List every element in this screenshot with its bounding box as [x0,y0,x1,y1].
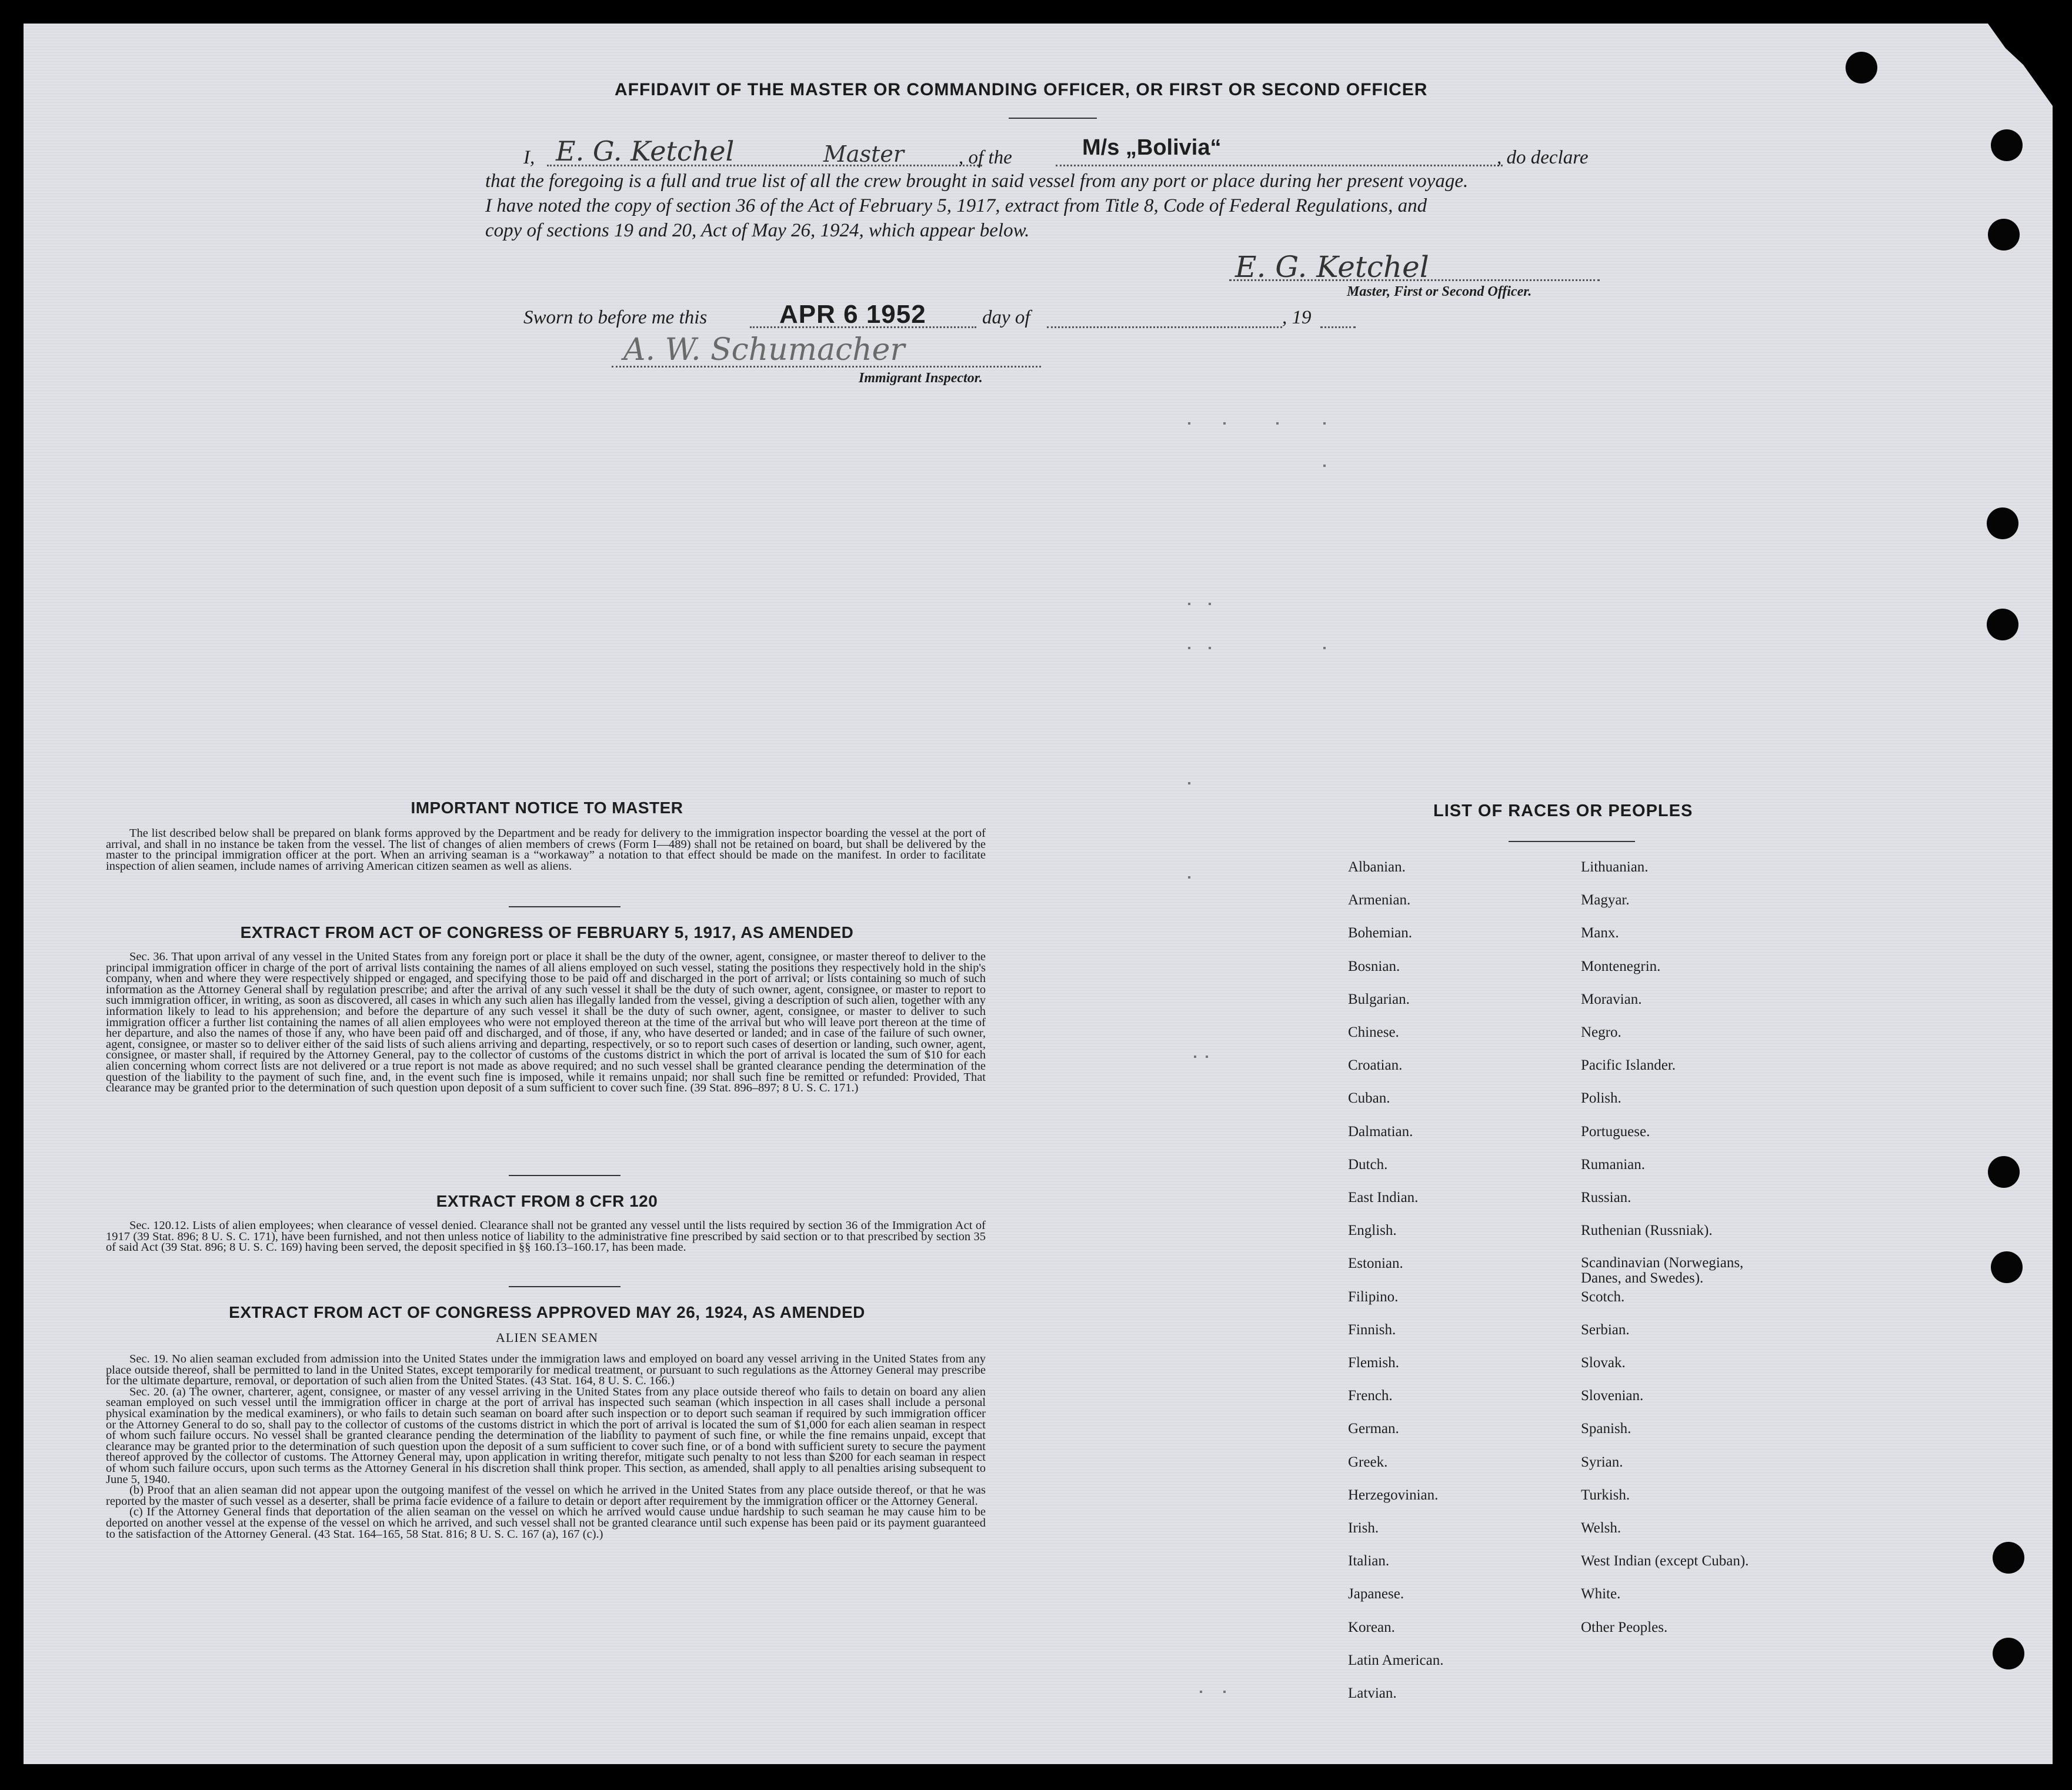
do-declare-text: , do declare [1497,147,1589,168]
race-item: Filipino. [1348,1288,1399,1305]
race-item: Bosnian. [1348,958,1400,974]
inspector-signature: A. W. Schumacher [623,332,905,368]
dot-mark [1223,422,1226,425]
race-item: Estonian. [1348,1255,1403,1272]
dot-mark [1188,603,1190,605]
race-item: Welsh. [1581,1520,1621,1536]
extract-cfr-body [106,1220,986,1253]
punch-hole [1988,1156,2020,1188]
race-item: Pacific Islander. [1581,1057,1676,1074]
race-item: Scandinavian (Norwegians, Danes, and Swedes). [1581,1255,1744,1287]
punch-hole [1988,219,2020,251]
dot-mark [1200,1691,1202,1693]
dot-mark [1323,422,1326,425]
race-item: East Indian. [1348,1190,1419,1205]
dot-mark [1188,876,1190,879]
year-line [1320,326,1356,328]
notice-title: IMPORTANT NOTICE TO MASTER [411,799,683,817]
dot-mark [1276,422,1279,425]
race-item: Japanese. [1348,1586,1404,1602]
race-item: Bohemian. [1348,925,1413,941]
notice-body [106,828,986,871]
race-item: Dutch. [1348,1156,1388,1173]
race-item: Dalmatian. [1348,1123,1413,1140]
race-item: White. [1581,1586,1621,1602]
race-item: Latvian. [1348,1685,1397,1701]
affidavit-i: I, [523,147,535,168]
race-item: Italian. [1348,1553,1390,1569]
race-item: Ruthenian (Russniak). [1581,1223,1713,1239]
race-item: Cuban. [1348,1090,1390,1107]
dot-mark [1209,647,1211,649]
race-item: West Indian (except Cuban). [1581,1553,1749,1569]
dot-mark [1188,782,1190,784]
section-rule [509,1286,620,1287]
race-item: Russian. [1581,1190,1631,1205]
race-item: Rumanian. [1581,1156,1646,1173]
section-20a-paragraph: Sec. 20. (a) The owner, charterer, agent, consignee, or master of any vessel arriving in the United States from any place outside thereof who fails to detain on board any alien seaman employed on such vessel until the immigration officer in charge at the port of arrival has inspected such seaman (which inspection in all cases shall include a personal physical examination by the medical examiners), or who fails to detain such seaman on board after such inspection or to deport such seaman if required by such immigration officer or the Attorney General to do so, shall pay to the collector of customs of the customs district in which the port of arrival is located the sum of $1,000 for each alien seaman in respect of whom such failure occurs. No vessel shall be granted clearance pending the determination of the liability to payment of such fine, or while the fine remains unpaid, except that clearance may be granted prior to the determination of such question upon the deposit of a sum sufficient to cover such fine, or of a bond with sufficient surety to secure the payment thereof approved by the collector of customs. The Attorney General may, upon application in writing therefor, mitigate such penalty to not less than $200 for each seaman in respect of whom such failure occurs, upon such terms as the Attorney General in his discretion shall think proper. This section, as amended, shall apply to all penalties arising subsequent to June 5, 1940. [106,1385,986,1486]
race-item: Slovenian. [1581,1388,1644,1404]
day-of-text: day of [982,307,1030,328]
dot-mark [1223,1691,1226,1693]
dot-mark [1323,647,1326,649]
race-item: Greek. [1348,1454,1388,1470]
race-item: English. [1348,1223,1397,1239]
notice-paragraph: The list described below shall be prepared on blank forms approved by the Department and be ready for delivery to the immigration inspector boarding the vessel at the port of arrival, and shall in no instance be taken from the vessel. The list of changes of alien members of crews (Form I—489) shall not be retained on board, but shall be delivered by the master to the principal immigration officer at the port. When an arriving seaman is a “workaway” a notation to that effect should be made on the manifest. In order to facilitate inspection of alien seamen, include names of arriving American citizen seamen as well as aliens. [106,827,986,873]
race-item: Finnish. [1348,1321,1396,1338]
section-rule [509,1175,620,1176]
race-item: Magyar. [1581,892,1630,909]
race-item: Other Peoples. [1581,1619,1668,1635]
section-rule [509,906,620,907]
dot-mark [1206,1056,1208,1058]
race-item: Negro. [1581,1024,1621,1040]
race-item: Armenian. [1348,892,1411,909]
race-item: Herzegovinian. [1348,1487,1439,1503]
master-name: E. G. Ketchel [556,135,735,167]
year-prefix: , 19 [1282,307,1312,328]
master-signature: E. G. Ketchel [1235,250,1429,284]
dot-mark [1209,603,1211,605]
signature-line [1229,279,1600,281]
master-caption: Master, First or Second Officer. [1347,284,1532,299]
inspector-caption: Immigrant Inspector. [859,370,983,386]
punch-hole [1987,609,2018,640]
races-title: LIST OF RACES OR PEOPLES [1433,802,1693,820]
punch-hole [1846,52,1877,84]
punch-hole [1991,129,2023,161]
race-item: Portuguese. [1581,1123,1650,1140]
race-item: Scotch. [1581,1288,1625,1305]
punch-hole [1993,1638,2024,1669]
race-item: Serbian. [1581,1321,1630,1338]
inspector-line [612,366,1041,368]
dot-mark [1188,422,1190,425]
race-item: Turkish. [1581,1487,1630,1503]
race-item: Bulgarian. [1348,991,1410,1007]
race-item: Latin American. [1348,1652,1444,1668]
date-stamp: APR 6 1952 [779,300,926,329]
section-36-paragraph: Sec. 36. That upon arrival of any vessel in the United States from any foreign port or place it shall be the duty of the owner, agent, consignee, or master thereof to deliver to the principal immigration officer in charge of the port of arrival lists containing the names of all aliens employed on such vessel, stating the positions they respectively hold in the ship's company, when and where they were respectively shipped or engaged, and specifying those to be paid off and discharged in the port of arrival; or lists containing so much of such information as the Attorney General shall by regulation prescribe; and after the arrival of any such vessel it shall be the duty of such owner, agent, consignee, or master to report to such immigration officer, in writing, as soon as discovered, all cases in which any such alien has illegally landed from the vessel, giving a description of such alien, together with any information likely to lead to his apprehension; and before the departure of any such vessel it shall be the duty of such owner, agent, consignee, or master to deliver to such immigration officer a further list containing the names of all alien employees who were not employed thereon at the time of the arrival but who will leave port thereon at the time of her departure, and also the names of those if any, who have been paid off and discharged, and of those, if any, who have deserted or landed; and in case of the failure of such owner, agent, consignee, or master so to deliver either of the said lists of such aliens arriving and departing, respectively, or so to report such cases of desertion or landing, such owner, agent, consignee, or master shall, if required by the Attorney General, pay to the collector of customs of the customs district in which the port of arrival is located the sum of $10 for each alien concerning whom correct lists are not delivered or a true report is not made as above required; and no such vessel shall be granted clearance pending the determination of the question of the liability to the payment of such fine, and, in the event such fine is imposed, while it remains unpaid; nor shall such fine be remitted or refunded: Provided, That clearance may be granted prior to the determination of such question upon deposit of a sum sufficient to cover such fine. (39 Stat. 896–897; 8 U. S. C. 171.) [106,950,986,1095]
alien-seamen-subtitle: ALIEN SEAMEN [496,1330,598,1345]
title-rule [1009,118,1097,119]
race-item: Chinese. [1348,1024,1399,1040]
of-the-text: , of the [959,147,1012,168]
dot-mark [1323,465,1326,467]
race-item: Albanian. [1348,859,1406,875]
race-item: Slovak. [1581,1355,1626,1371]
race-item: Flemish. [1348,1355,1399,1371]
affidavit-line-1: that the foregoing is a full and true list of all the crew brought in said vessel from any port or place during her present voyage. [485,171,1469,192]
dot-mark [1188,647,1190,649]
extract-1924-title: EXTRACT FROM ACT OF CONGRESS APPROVED MAY 26, 1924, AS AMENDED [229,1303,865,1321]
vessel-line [1056,165,1503,166]
section-20c-paragraph: (c) If the Attorney General finds that deportation of the alien seaman on the vessel on which he arrived would cause undue hardship to such seaman he may cause him to be deported on another vessel at the expense of the vessel on which he arrived, and such vessel shall not be granted clearance until such expense has been paid or its payment guaranteed to the satisfaction of the Attorney General. (43 Stat. 164–165, 58 Stat. 816; 8 U. S. C. 167 (a), 167 (c).) [106,1505,986,1541]
extract-1917-title: EXTRACT FROM ACT OF CONGRESS OF FEBRUARY 5, 1917, AS AMENDED [240,923,854,941]
section-20b-paragraph: (b) Proof that an alien seaman did not appear upon the outgoing manifest of the vessel on which he arrived in the United States from any place outside thereof, or that he was reported by the master of such vessel as a deserter, shall be prima facie evidence of a failure to detain or deport after requirement by the immigration officer or the Attorney General. [106,1484,986,1508]
race-item: Korean. [1348,1619,1395,1635]
race-item: Manx. [1581,925,1619,941]
extract-cfr-title: EXTRACT FROM 8 CFR 120 [436,1192,658,1210]
race-item: Moravian. [1581,991,1642,1007]
dot-mark [1194,1056,1196,1058]
race-item: Polish. [1581,1090,1621,1107]
affidavit-title: AFFIDAVIT OF THE MASTER OR COMMANDING OFFICER, OR FIRST OR SECOND OFFICER [615,80,1428,99]
punch-hole [1993,1542,2024,1574]
extract-1917-body [106,951,986,1094]
master-rank: Master [823,141,904,167]
race-item: Irish. [1348,1520,1379,1536]
race-item: Spanish. [1581,1421,1631,1437]
section-120-paragraph: Sec. 120.12. Lists of alien employees; when clearance of vessel denied. Clearance shall not be granted any vessel until the lists required by section 36 of the Immigration Act of 1917 (39 Stat. 896; 8 U. S. C. 171), have been furnished, and not then unless notice of liability to the administrative fine prescribed by said section or to that prescribed by section 35 of said Act (39 Stat. 896; 8 U. S. C. 169) having been served, the deposit specified in §§ 160.13–160.17, has been made. [106,1219,986,1254]
race-item: Croatian. [1348,1057,1403,1074]
race-item: French. [1348,1388,1393,1404]
month-line [1047,326,1282,328]
vessel-name: M/s „Bolivia“ [1082,135,1222,160]
races-rule [1509,841,1635,842]
extract-1924-body [106,1354,986,1539]
race-item: Montenegrin. [1581,958,1661,974]
affidavit-line-2: I have noted the copy of section 36 of the Act of February 5, 1917, extract from Title 8, Code of Federal Regulations, and [485,195,1427,216]
race-item: German. [1348,1421,1399,1437]
sworn-text: Sworn to before me this [523,307,708,328]
affidavit-line-3: copy of sections 19 and 20, Act of May 26, 1924, which appear below. [485,220,1030,241]
punch-hole [1987,507,2018,539]
race-item: Lithuanian. [1581,859,1649,875]
punch-hole [1991,1251,2023,1283]
section-19-paragraph: Sec. 19. No alien seaman excluded from admission into the United States under the immigration laws and employed on board any vessel arriving in the United States from any place outside thereof, shall be permitted to land in the United States, except temporarily for medical treatment, or pursuant to such regulations as the Attorney General may prescribe for the ultimate departure, removal, or deportation of such alien from the United States. (43 Stat. 164, 8 U. S. C. 166.) [106,1352,986,1388]
race-item: Syrian. [1581,1454,1623,1470]
